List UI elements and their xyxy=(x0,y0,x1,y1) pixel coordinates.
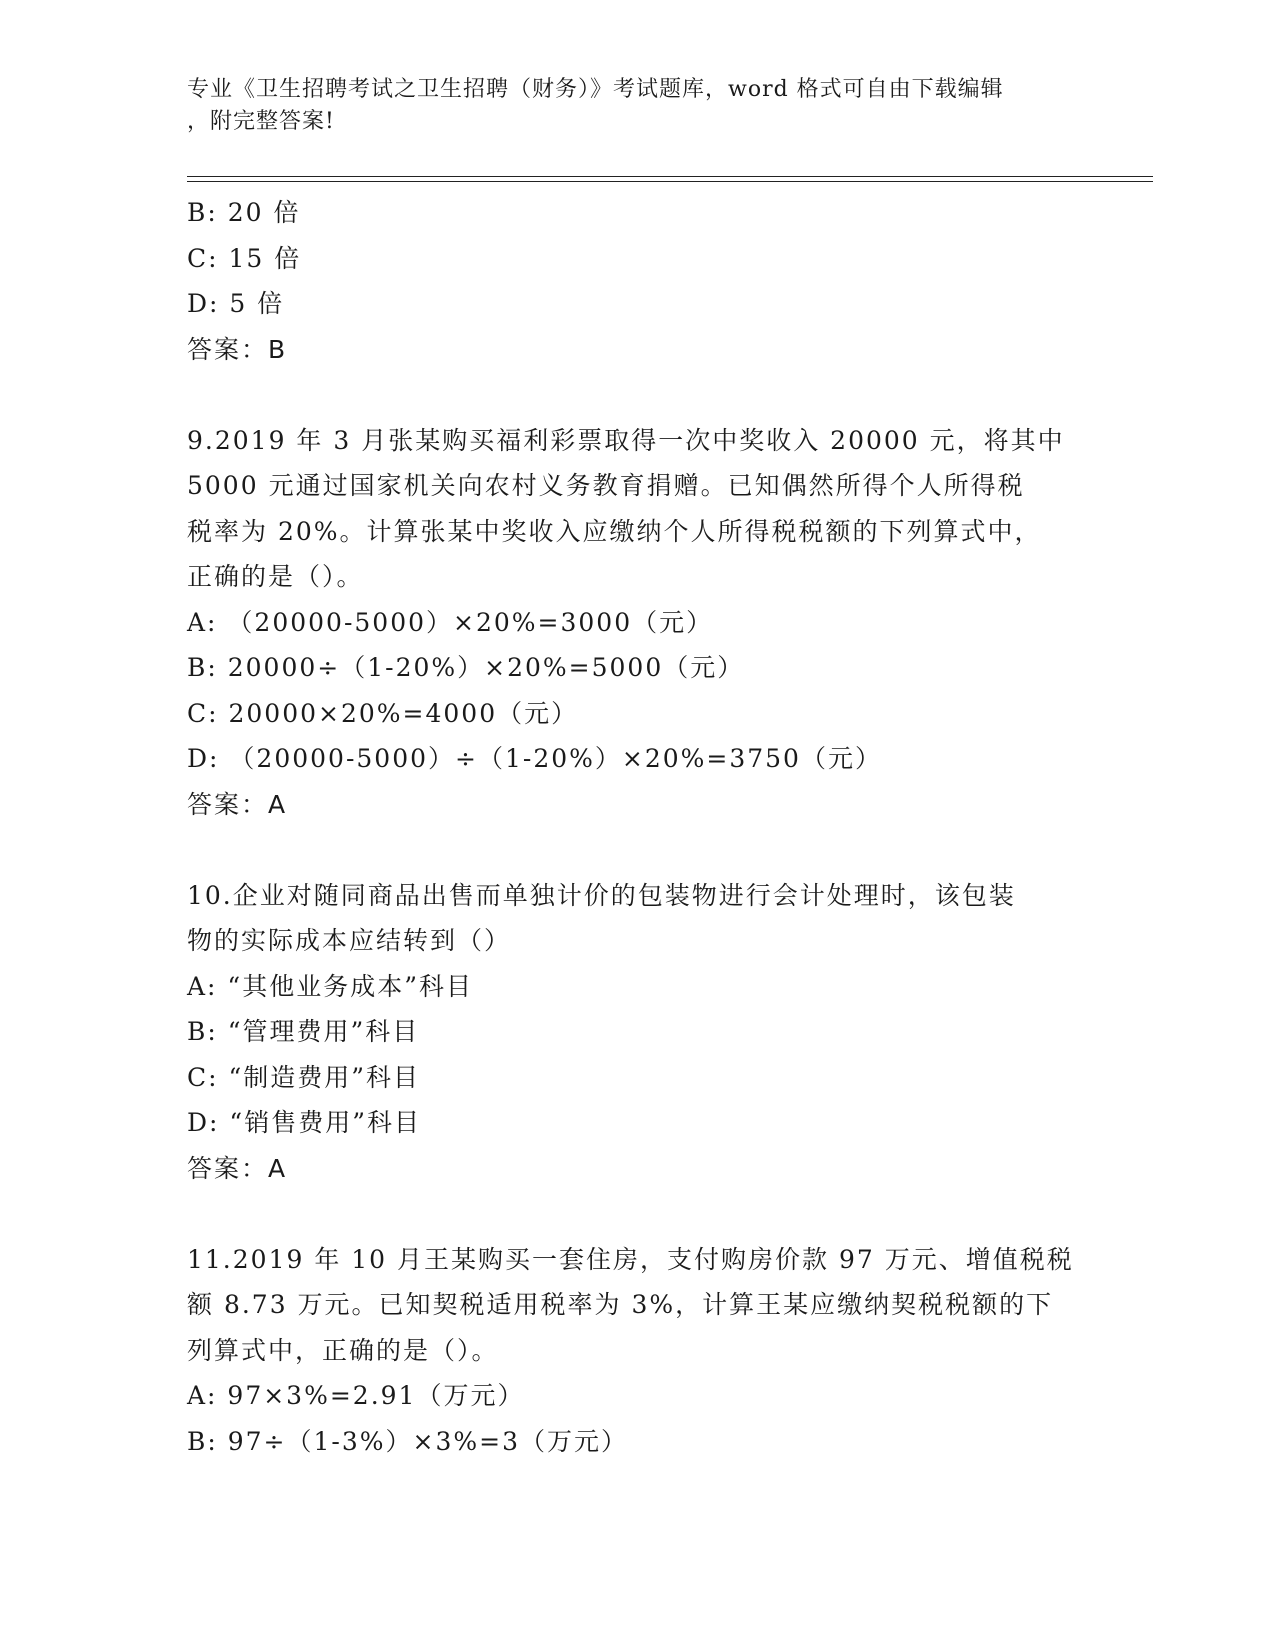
answer-line: 答案：A xyxy=(187,1153,288,1183)
question-content xyxy=(187,190,1087,1464)
option-d: D: 5 倍 xyxy=(187,289,285,318)
previous-question-tail xyxy=(187,190,1087,372)
header-line-1: 专业《卫生招聘考试之卫生招聘（财务）》考试题库，word 格式可自由下载编辑 xyxy=(187,77,1004,102)
spacer xyxy=(187,1191,1087,1237)
answer-line: 答案：B xyxy=(187,334,288,364)
option-d: D: “销售费用”科目 xyxy=(187,1108,421,1137)
header-line-2: ，附完整答案! xyxy=(187,109,335,134)
question-text-line: 正确的是（）。 xyxy=(187,562,364,591)
option-b: B: 97÷（1-3%）×3%=3（万元） xyxy=(187,1426,628,1456)
question-text-line: 额 8.73 万元。已知契税适用税率为 3%，计算王某应缴纳契税税额的下 xyxy=(187,1290,1054,1319)
question-11 xyxy=(187,1237,1087,1465)
option-a: A: 97×3%=2.91（万元） xyxy=(187,1381,525,1410)
option-d: D: （20000-5000）÷（1-20%）×20%=3750（元） xyxy=(187,744,882,773)
question-text-line: 10.企业对随同商品出售而单独计价的包装物进行会计处理时，该包装 xyxy=(187,880,1016,910)
question-text-line: 税率为 20%。计算张某中奖收入应缴纳个人所得税税额的下列算式中， xyxy=(187,516,1042,546)
header-divider-top xyxy=(187,176,1153,177)
spacer xyxy=(187,827,1087,873)
question-text-line: 9.2019 年 3 月张某购买福利彩票取得一次中奖收入 20000 元，将其中 xyxy=(187,425,1065,455)
option-c: C: 20000×20%=4000（元） xyxy=(187,698,579,728)
header-divider-bottom xyxy=(187,181,1153,182)
question-9 xyxy=(187,418,1087,828)
option-a: A: “其他业务成本”科目 xyxy=(187,971,473,1001)
option-c: C: 15 倍 xyxy=(187,243,302,273)
option-b: B: 20000÷（1-20%）×20%=5000（元） xyxy=(187,653,745,682)
question-text-line: 列算式中，正确的是（）。 xyxy=(187,1335,499,1365)
question-text-line: 5000 元通过国家机关向农村义务教育捐赠。已知偶然所得个人所得税 xyxy=(187,471,1025,500)
spacer xyxy=(187,372,1087,418)
question-text-line: 物的实际成本应结转到（） xyxy=(187,926,512,955)
answer-line: 答案：A xyxy=(187,789,288,819)
option-a: A: （20000-5000）×20%=3000（元） xyxy=(187,607,714,637)
option-b: B: “管理费用”科目 xyxy=(187,1017,420,1046)
option-b: B: 20 倍 xyxy=(187,198,301,227)
option-c: C: “制造费用”科目 xyxy=(187,1062,421,1092)
question-10 xyxy=(187,873,1087,1192)
question-text-line: 11.2019 年 10 月王某购买一套住房，支付购房价款 97 万元、增值税税 xyxy=(187,1244,1074,1274)
page-header xyxy=(187,74,1067,138)
